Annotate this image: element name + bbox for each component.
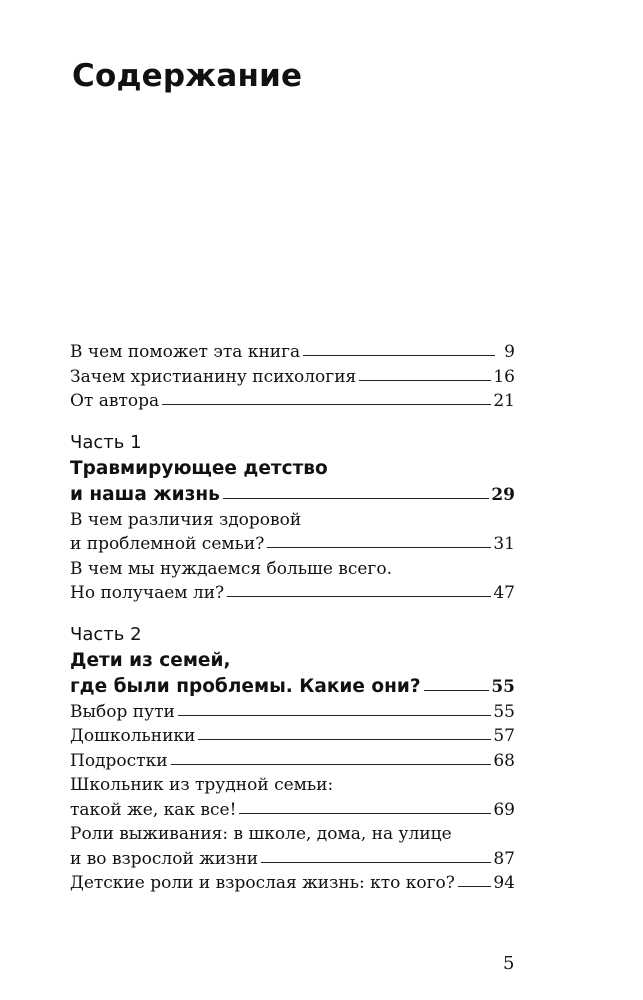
part-heading: Дети из семей, (70, 649, 231, 671)
toc-entry[interactable] (70, 749, 515, 774)
toc-page-number: 68 (493, 750, 515, 771)
toc-entry[interactable] (70, 581, 515, 606)
toc-entry[interactable] (70, 847, 515, 872)
page-title: Содержание (72, 58, 303, 94)
toc-entry-title: Подростки (70, 750, 168, 771)
part-heading: где были проблемы. Какие они? (70, 675, 421, 697)
toc-entry-line: В чем различия здоровой (70, 509, 302, 530)
toc-entry-title: такой же, как все! (70, 799, 237, 820)
dot-leader (178, 715, 492, 716)
toc-page-number: 16 (493, 366, 515, 387)
table-of-contents (70, 340, 515, 896)
part-heading-row[interactable] (70, 674, 515, 700)
toc-page-number: 55 (491, 676, 515, 697)
toc-page-number: 9 (504, 342, 515, 362)
toc-entry[interactable] (70, 798, 515, 823)
toc-entry-title: Зачем христианину психология (70, 366, 357, 387)
part-heading: Травмирующее детство (70, 457, 328, 479)
dot-leader (261, 862, 491, 863)
toc-entry-title: От автора (70, 391, 160, 411)
toc-entry[interactable] (70, 340, 515, 365)
toc-entry-title: В чем поможет эта книга (70, 342, 301, 362)
toc-entry-line: Школьник из трудной семьи: (70, 775, 334, 795)
toc-entry-title: Выбор пути (70, 701, 175, 722)
dot-leader (458, 886, 491, 887)
part-heading: и наша жизнь (70, 483, 220, 505)
dot-leader (239, 813, 491, 814)
dot-leader (171, 764, 492, 765)
dot-leader (223, 498, 489, 499)
part-heading-row[interactable] (70, 482, 515, 508)
toc-page-number: 21 (493, 391, 515, 411)
dot-leader (267, 547, 491, 548)
toc-entry-title: Но получаем ли? (70, 583, 225, 603)
toc-entry[interactable] (70, 532, 515, 557)
toc-page-number: 29 (491, 484, 515, 505)
toc-entry-title: и проблемной семьи? (70, 534, 265, 554)
toc-entry-title: Детские роли и взрослая жизнь: кто кого? (70, 873, 455, 893)
page-number: 5 (503, 953, 515, 974)
toc-page-number: 69 (493, 799, 515, 820)
toc-page-number: 47 (493, 583, 515, 603)
part-label: Часть 2 (70, 623, 142, 645)
toc-entry[interactable] (70, 871, 515, 896)
toc-page-number: 87 (493, 848, 515, 869)
toc-entry-title: и во взрослой жизни (70, 848, 259, 869)
toc-page-number: 94 (493, 873, 515, 893)
dot-leader (162, 404, 491, 405)
toc-entry-line: В чем мы нуждаемся больше всего. (70, 558, 392, 579)
toc-entry[interactable] (70, 389, 515, 414)
dot-leader (198, 739, 491, 740)
dot-leader (227, 596, 491, 597)
part-label: Часть 1 (70, 431, 142, 453)
toc-entry-title: Дошкольники (70, 726, 196, 746)
toc-entry-line: Роли выживания: в школе, дома, на улице (70, 824, 452, 844)
toc-page-number: 57 (493, 726, 515, 746)
toc-page-number: 55 (493, 701, 515, 722)
toc-entry[interactable] (70, 365, 515, 390)
dot-leader (303, 355, 495, 356)
toc-entry[interactable] (70, 724, 515, 749)
toc-page-number: 31 (493, 534, 515, 554)
toc-entry[interactable] (70, 700, 515, 725)
dot-leader (424, 690, 490, 691)
dot-leader (359, 380, 491, 381)
